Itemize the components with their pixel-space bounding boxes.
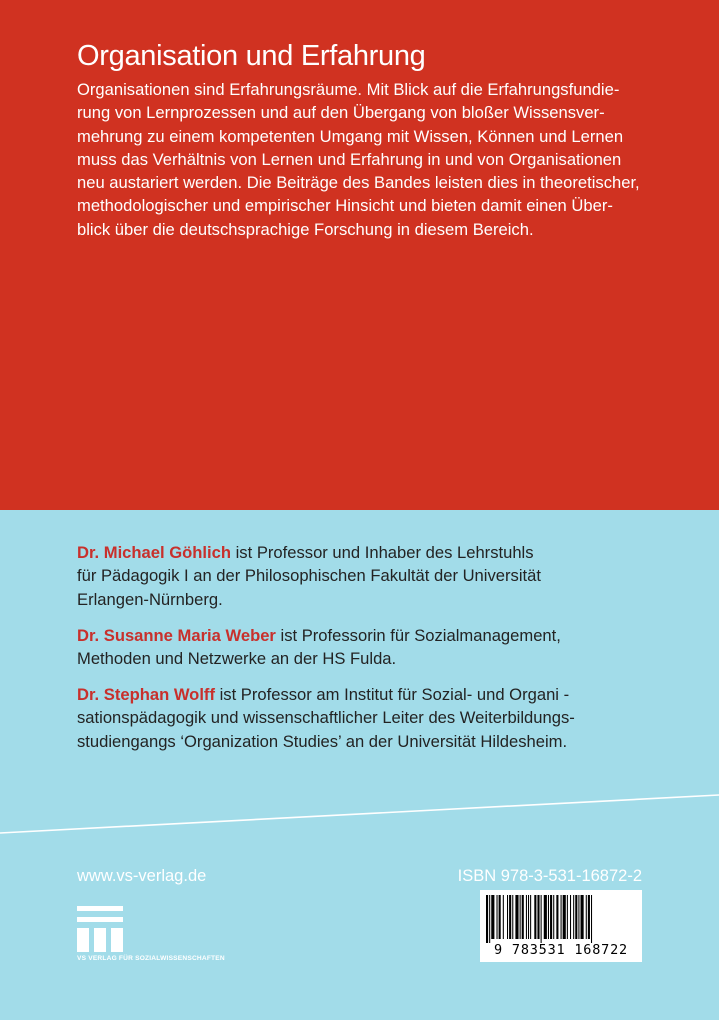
- barcode-bar: [563, 895, 566, 939]
- description-line: Organisationen sind Erfahrungsräume. Mit Blick auf die Erfahrungsfundie-: [77, 80, 620, 99]
- barcode-bar: [591, 895, 592, 943]
- author-bio-weber: [77, 624, 561, 671]
- author-bio-wolff: [77, 683, 575, 753]
- barcode-bar: [575, 895, 577, 939]
- isbn-barcode: [480, 890, 642, 962]
- bio-line: [77, 541, 541, 564]
- barcode-bar: [491, 895, 494, 939]
- barcode-bar: [526, 895, 527, 939]
- barcode-digits: 9 783531 168722: [494, 942, 628, 958]
- barcode-bar: [534, 895, 536, 939]
- author-name: Dr. Michael Göhlich: [77, 543, 231, 562]
- description-text: [77, 78, 640, 241]
- bio-text: ist Professor am Institut für Sozial- und Organi -: [214, 685, 570, 704]
- barcode-bar: [553, 895, 554, 939]
- bio-line: Methoden und Netzwerke an der HS Fulda.: [77, 649, 397, 669]
- bio-line: sationspädagogik und wissenschaftlicher Leiter des Weiterbildungs-: [77, 708, 575, 728]
- barcode-bar: [556, 895, 558, 939]
- barcode-bar: [567, 895, 568, 939]
- barcode-bar: [509, 895, 511, 939]
- description-line: rung von Lernprozessen und auf den Übergang von bloßer Wissensver-: [77, 103, 605, 123]
- description-line: neu austariert werden. Die Beiträge des Bandes leisten dies in theoretischer,: [77, 173, 640, 193]
- barcode-bar: [507, 895, 508, 939]
- barcode-bar: [537, 895, 539, 939]
- publisher-url[interactable]: www.vs-verlag.de: [77, 867, 207, 885]
- bio-line: Erlangen-Nürnberg.: [77, 589, 223, 609]
- diagonal-divider-line: [0, 790, 719, 840]
- publisher-name: VS VERLAG FÜR SOZIALWISSENSCHAFTEN: [77, 955, 225, 962]
- author-name: Dr. Susanne Maria Weber: [77, 626, 276, 645]
- barcode-bar: [489, 895, 490, 943]
- barcode-bar: [520, 895, 521, 939]
- barcode-bar: [515, 895, 518, 939]
- author-name: Dr. Stephan Wolff: [77, 685, 215, 704]
- barcode-bar: [550, 895, 552, 939]
- description-line: muss das Verhältnis von Lernen und Erfahrung in und von Organisationen: [77, 149, 622, 169]
- book-title: Organisation und Erfahrung: [77, 40, 426, 72]
- description-line: mehrung zu einem kompetenten Umgang mit Wissen, Können und Lernen: [77, 126, 624, 146]
- barcode-bar: [499, 895, 501, 939]
- author-bio-goehlich: [77, 541, 541, 611]
- barcode-bar: [530, 895, 531, 939]
- bio-text: ist Professorin für Sozialmanagement,: [275, 626, 561, 645]
- isbn-label: ISBN 978-3-531-16872-2: [457, 867, 642, 885]
- description-line: blick über die deutschsprachige Forschung in diesem Bereich.: [77, 219, 534, 239]
- bio-text: ist Professor und Inhaber des Lehrstuhls: [231, 543, 534, 562]
- barcode-bar: [544, 895, 547, 939]
- bio-line: [77, 683, 575, 706]
- barcode-bar: [522, 895, 524, 939]
- barcode-bar: [586, 895, 587, 939]
- description-line: methodologischer und empirischer Hinsicht und bieten damit einen Über-: [77, 196, 613, 216]
- barcode-bar: [581, 895, 584, 939]
- barcode-bar: [578, 895, 579, 939]
- vs-verlag-logo-icon: [77, 906, 123, 952]
- bio-line: studiengangs ‘Organization Studies’ an der Universität Hildesheim.: [77, 731, 568, 751]
- barcode-bar: [561, 895, 562, 939]
- barcode-bar: [588, 895, 590, 939]
- barcode-bar: [528, 895, 529, 939]
- barcode-bar: [570, 895, 571, 939]
- barcode-bar: [503, 895, 504, 939]
- barcode-bar: [541, 895, 542, 943]
- barcode-bar: [548, 895, 549, 939]
- bio-line: [77, 624, 561, 647]
- barcode-bar: [486, 895, 488, 943]
- barcode-bar: [497, 895, 498, 939]
- barcode-bar: [573, 895, 574, 939]
- barcode-bar: [512, 895, 513, 939]
- barcode-bars: [486, 895, 636, 943]
- bio-line: für Pädagogik I an der Philosophischen Fakultät der Universität: [77, 566, 541, 586]
